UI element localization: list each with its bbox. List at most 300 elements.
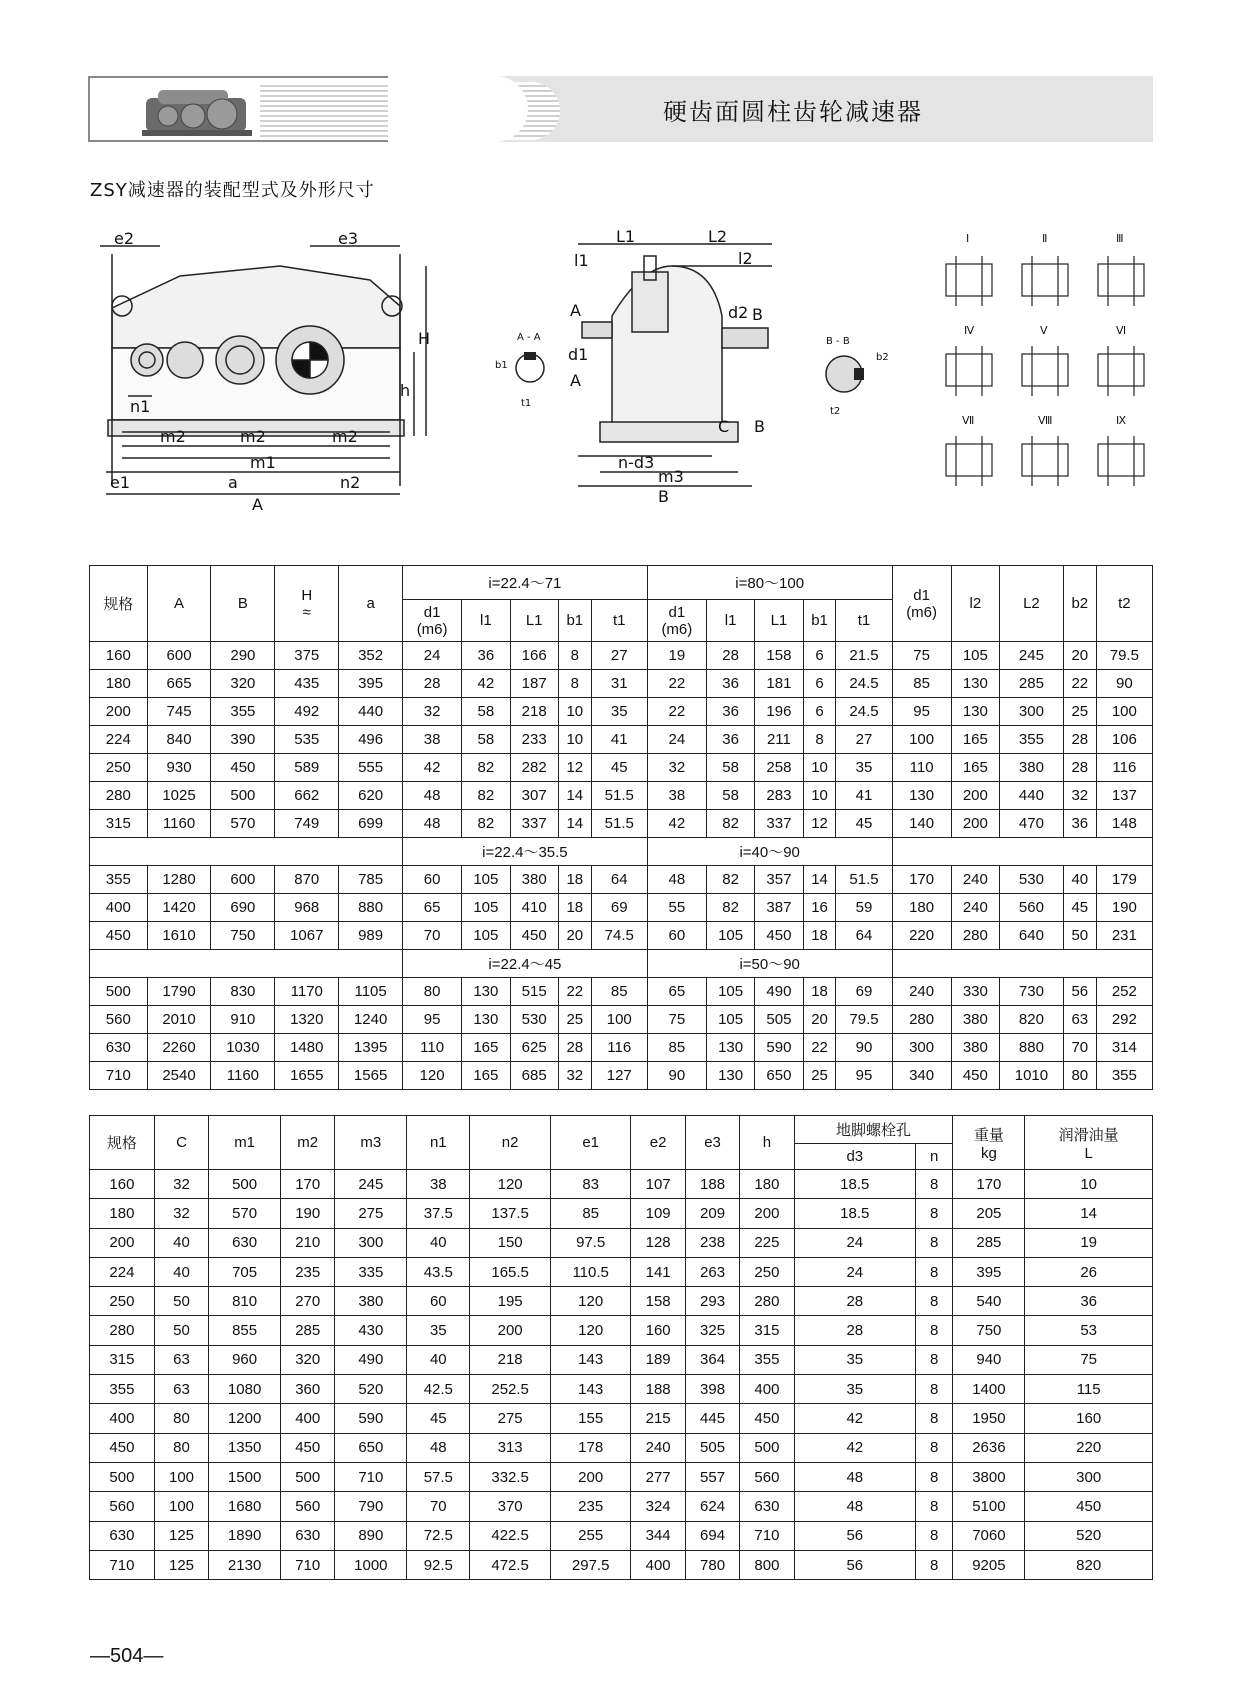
table-cell: 255 (550, 1521, 631, 1550)
table-cell: 280 (90, 1316, 155, 1345)
table-cell: 35 (794, 1345, 915, 1374)
table-cell: 540 (953, 1287, 1025, 1316)
table-row (90, 1257, 1153, 1286)
table-cell: 79.5 (1096, 642, 1152, 670)
table-cell: 557 (685, 1462, 739, 1491)
table-cell: 496 (339, 726, 403, 754)
table-cell: 240 (951, 866, 999, 894)
table-cell: 624 (685, 1492, 739, 1521)
table-cell: 218 (470, 1345, 551, 1374)
table-row (90, 810, 1153, 838)
table-cell: 500 (90, 978, 148, 1006)
table-row (90, 754, 1153, 782)
table-cell: 830 (211, 978, 275, 1006)
table-cell: 38 (647, 782, 706, 810)
table-cell: 650 (755, 1062, 803, 1090)
table-cell: 63 (154, 1375, 208, 1404)
table-row (90, 726, 1153, 754)
side-view-drawing (568, 227, 782, 506)
th2-m1: m1 (209, 1116, 281, 1170)
table-cell: 395 (953, 1257, 1025, 1286)
table-cell: 699 (339, 810, 403, 838)
table-cell: 650 (335, 1433, 407, 1462)
table-cell: 1420 (147, 894, 211, 922)
table-cell: 2540 (147, 1062, 211, 1090)
table-cell: 1565 (339, 1062, 403, 1090)
table-cell: 855 (209, 1316, 281, 1345)
table-cell: 120 (550, 1316, 631, 1345)
table-cell: 283 (755, 782, 803, 810)
table-cell: 600 (147, 642, 211, 670)
table-cell: 590 (755, 1034, 803, 1062)
th-spec: 规格 (90, 566, 148, 642)
table-cell: 410 (510, 894, 558, 922)
table-cell: 8 (915, 1375, 953, 1404)
table-cell: 14 (558, 782, 591, 810)
table-cell: 65 (647, 978, 706, 1006)
table-cell: 445 (685, 1404, 739, 1433)
table-cell: 32 (558, 1062, 591, 1090)
table-cell: 215 (631, 1404, 685, 1433)
header-curve (388, 76, 528, 142)
table-cell: 130 (706, 1062, 754, 1090)
table-cell: 470 (1000, 810, 1064, 838)
table-cell: 137.5 (470, 1199, 551, 1228)
table-cell: 218 (510, 698, 558, 726)
table-cell: 85 (892, 670, 951, 698)
table-cell: 560 (1000, 894, 1064, 922)
table-row (90, 670, 1153, 698)
table-cell: 8 (915, 1199, 953, 1228)
table-cell: 18 (803, 922, 836, 950)
table-cell: 694 (685, 1521, 739, 1550)
th-L2: L2 (1000, 566, 1064, 642)
table-cell: 51.5 (836, 866, 892, 894)
table-cell: 70 (403, 922, 462, 950)
table-cell: 352 (339, 642, 403, 670)
table-cell: 170 (953, 1170, 1025, 1199)
label-section-a-top: A (570, 301, 581, 320)
table-cell: 820 (1025, 1550, 1153, 1579)
table-cell: 380 (1000, 754, 1064, 782)
table-cell: 28 (1063, 726, 1096, 754)
table-cell: 130 (462, 1006, 510, 1034)
group-c-spacer (90, 950, 403, 978)
table-cell: 710 (740, 1521, 794, 1550)
table-cell: 880 (339, 894, 403, 922)
assembly-type-4: Ⅳ (964, 324, 975, 337)
th2-weight: 重量 kg (953, 1116, 1025, 1170)
table-cell: 35 (836, 754, 892, 782)
label-a: a (228, 473, 238, 492)
table-cell: 211 (755, 726, 803, 754)
table-cell: 32 (647, 754, 706, 782)
table-cell: 42 (794, 1433, 915, 1462)
table-cell: 8 (915, 1492, 953, 1521)
table-cell: 28 (403, 670, 462, 698)
table-cell: 45 (836, 810, 892, 838)
table-cell: 380 (951, 1034, 999, 1062)
label-l1: l1 (574, 251, 589, 270)
table-cell: 300 (892, 1034, 951, 1062)
table-cell: 290 (211, 642, 275, 670)
table-cell: 18 (803, 978, 836, 1006)
table-cell: 8 (915, 1228, 953, 1257)
table-cell: 106 (1096, 726, 1152, 754)
table-cell: 143 (550, 1375, 631, 1404)
table-cell: 100 (1096, 698, 1152, 726)
table-cell: 570 (209, 1199, 281, 1228)
table-cell: 282 (510, 754, 558, 782)
assembly-type-7: Ⅶ (962, 414, 975, 427)
table-cell: 1395 (339, 1034, 403, 1062)
table-cell: 810 (209, 1287, 281, 1316)
table-cell: 69 (836, 978, 892, 1006)
table-cell: 127 (591, 1062, 647, 1090)
table-cell: 75 (1025, 1345, 1153, 1374)
table-cell: 1200 (209, 1404, 281, 1433)
table-cell: 589 (275, 754, 339, 782)
table-cell: 45 (1063, 894, 1096, 922)
table-cell: 40 (154, 1228, 208, 1257)
table-cell: 280 (892, 1006, 951, 1034)
table-cell: 82 (706, 810, 754, 838)
table-cell: 188 (631, 1375, 685, 1404)
gearbox-thumbnail-icon (138, 84, 258, 138)
table-row (90, 1034, 1153, 1062)
table-cell: 820 (1000, 1006, 1064, 1034)
table1-rows-c (90, 978, 1153, 1090)
table-cell: 24 (647, 726, 706, 754)
table-cell: 60 (403, 866, 462, 894)
table-cell: 120 (470, 1170, 551, 1199)
table-cell: 141 (631, 1257, 685, 1286)
table-cell: 42 (462, 670, 510, 698)
table-cell: 27 (836, 726, 892, 754)
table-cell: 110 (892, 754, 951, 782)
th-d1-g2: d1 (m6) (647, 600, 706, 642)
table-cell: 315 (90, 810, 148, 838)
table-cell: 730 (1000, 978, 1064, 1006)
table-cell: 82 (462, 782, 510, 810)
table-cell: 27 (591, 642, 647, 670)
assembly-type-5: Ⅴ (1040, 324, 1048, 337)
label-section-bb: B - B (826, 336, 850, 347)
group-b-ratio-1: i=22.4～35.5 (403, 838, 648, 866)
label-n-d3: n-d3 (618, 453, 655, 472)
group-c-ratio-2: i=50～90 (647, 950, 892, 978)
table-cell: 165.5 (470, 1257, 551, 1286)
table-cell: 515 (510, 978, 558, 1006)
label-A: A (252, 495, 263, 514)
table-cell: 630 (90, 1034, 148, 1062)
table-cell: 1030 (211, 1034, 275, 1062)
section-aa-drawing (495, 328, 565, 413)
th2-bolt-holes: 地脚螺栓孔 (794, 1116, 953, 1144)
table-cell: 20 (558, 922, 591, 950)
table-cell: 1067 (275, 922, 339, 950)
table-cell: 74.5 (591, 922, 647, 950)
table-cell: 37.5 (407, 1199, 470, 1228)
table-cell: 8 (915, 1316, 953, 1345)
table-cell: 2130 (209, 1550, 281, 1579)
table-cell: 320 (281, 1345, 335, 1374)
table-cell: 181 (755, 670, 803, 698)
th2-spec: 规格 (90, 1116, 155, 1170)
table-cell: 95 (892, 698, 951, 726)
table-cell: 200 (90, 1228, 155, 1257)
table-cell: 128 (631, 1228, 685, 1257)
table-cell: 325 (685, 1316, 739, 1345)
table-cell: 960 (209, 1345, 281, 1374)
table-cell: 190 (281, 1199, 335, 1228)
label-l2: l2 (738, 249, 753, 268)
table-cell: 25 (1063, 698, 1096, 726)
table-cell: 280 (90, 782, 148, 810)
table-cell: 85 (647, 1034, 706, 1062)
table-cell: 355 (1000, 726, 1064, 754)
table-cell: 472.5 (470, 1550, 551, 1579)
table-cell: 2636 (953, 1433, 1025, 1462)
table-cell: 36 (462, 642, 510, 670)
table-cell: 630 (281, 1521, 335, 1550)
assembly-type-9: Ⅸ (1116, 414, 1127, 427)
table-cell: 560 (90, 1006, 148, 1034)
table-cell: 65 (403, 894, 462, 922)
table-cell: 450 (90, 922, 148, 950)
table-cell: 130 (951, 698, 999, 726)
table-cell: 570 (211, 810, 275, 838)
table-row (90, 1170, 1153, 1199)
table-cell: 355 (740, 1345, 794, 1374)
table-cell: 32 (1063, 782, 1096, 810)
table-cell: 40 (407, 1345, 470, 1374)
table-cell: 14 (1025, 1199, 1153, 1228)
table-cell: 263 (685, 1257, 739, 1286)
table-cell: 1350 (209, 1433, 281, 1462)
table-cell: 1680 (209, 1492, 281, 1521)
table-cell: 58 (462, 726, 510, 754)
table-cell: 8 (915, 1521, 953, 1550)
table-cell: 56 (794, 1550, 915, 1579)
table-cell: 1950 (953, 1404, 1025, 1433)
table-cell: 150 (470, 1228, 551, 1257)
table-cell: 189 (631, 1345, 685, 1374)
table-cell: 160 (1025, 1404, 1153, 1433)
table-cell: 32 (154, 1199, 208, 1228)
table-cell: 105 (462, 922, 510, 950)
table-cell: 188 (685, 1170, 739, 1199)
table-cell: 14 (558, 810, 591, 838)
table-cell: 370 (470, 1492, 551, 1521)
table-cell: 20 (803, 1006, 836, 1034)
table-cell: 28 (1063, 754, 1096, 782)
table-cell: 97.5 (550, 1228, 631, 1257)
th2-m3: m3 (335, 1116, 407, 1170)
table-cell: 210 (281, 1228, 335, 1257)
table-cell: 45 (591, 754, 647, 782)
table-row (90, 922, 1153, 950)
table-cell: 1010 (1000, 1062, 1064, 1090)
table-cell: 42 (647, 810, 706, 838)
table-cell: 380 (335, 1287, 407, 1316)
table-cell: 710 (90, 1550, 155, 1579)
table-cell: 137 (1096, 782, 1152, 810)
th2-e1: e1 (550, 1116, 631, 1170)
table-cell: 1655 (275, 1062, 339, 1090)
table-cell: 8 (915, 1404, 953, 1433)
table-cell: 31 (591, 670, 647, 698)
table-cell: 220 (1025, 1433, 1153, 1462)
table-cell: 355 (1096, 1062, 1152, 1090)
table-cell: 450 (755, 922, 803, 950)
table-cell: 158 (631, 1287, 685, 1316)
table-cell: 315 (90, 1345, 155, 1374)
table-row (90, 894, 1153, 922)
assembly-type-3: Ⅲ (1116, 232, 1124, 245)
table-cell: 40 (154, 1257, 208, 1286)
table-cell: 82 (706, 866, 754, 894)
table-cell: 337 (755, 810, 803, 838)
table-cell: 85 (591, 978, 647, 1006)
table-cell: 555 (339, 754, 403, 782)
table-row (90, 1287, 1153, 1316)
table-cell: 360 (281, 1375, 335, 1404)
table-cell: 160 (90, 1170, 155, 1199)
table-cell: 48 (403, 782, 462, 810)
table-cell: 258 (755, 754, 803, 782)
table-cell: 280 (951, 922, 999, 950)
table-cell: 785 (339, 866, 403, 894)
table-cell: 300 (1025, 1462, 1153, 1491)
table-cell: 32 (403, 698, 462, 726)
table-cell: 1080 (209, 1375, 281, 1404)
table-cell: 166 (510, 642, 558, 670)
table-cell: 82 (706, 894, 754, 922)
table-cell: 41 (591, 726, 647, 754)
table-cell: 3800 (953, 1462, 1025, 1491)
page-header (88, 76, 1153, 142)
th-t2: t2 (1096, 566, 1152, 642)
table-cell: 20 (1063, 642, 1096, 670)
table-cell: 245 (1000, 642, 1064, 670)
table-cell: 285 (281, 1316, 335, 1345)
table-cell: 390 (211, 726, 275, 754)
table-cell: 490 (755, 978, 803, 1006)
front-view-drawing (100, 229, 440, 516)
table-cell: 340 (892, 1062, 951, 1090)
table-cell: 275 (335, 1199, 407, 1228)
th-l1-g2: l1 (706, 600, 754, 642)
table-cell: 307 (510, 782, 558, 810)
table-cell: 130 (706, 1034, 754, 1062)
table-cell: 130 (951, 670, 999, 698)
table-cell: 335 (335, 1257, 407, 1286)
label-m1: m1 (250, 453, 276, 472)
table-cell: 560 (90, 1492, 155, 1521)
table-cell: 180 (892, 894, 951, 922)
table-cell: 180 (740, 1170, 794, 1199)
table-cell: 82 (462, 810, 510, 838)
label-section-b-top: B (752, 305, 763, 324)
label-section-a-bottom: A (570, 371, 581, 390)
table-cell: 48 (794, 1492, 915, 1521)
table-cell: 400 (281, 1404, 335, 1433)
table-cell: 750 (211, 922, 275, 950)
th2-h: h (740, 1116, 794, 1170)
table-cell: 395 (339, 670, 403, 698)
table-cell: 8 (558, 642, 591, 670)
table-row (90, 1404, 1153, 1433)
table-cell: 24.5 (836, 698, 892, 726)
table-cell: 231 (1096, 922, 1152, 950)
table-cell: 14 (803, 866, 836, 894)
table-row (90, 1062, 1153, 1090)
label-b1: b1 (495, 360, 508, 371)
table-cell: 9205 (953, 1550, 1025, 1579)
table-cell: 38 (407, 1170, 470, 1199)
table-cell: 400 (90, 894, 148, 922)
table-cell: 110.5 (550, 1257, 631, 1286)
table-cell: 10 (803, 782, 836, 810)
table-cell: 100 (154, 1462, 208, 1491)
table-cell: 387 (755, 894, 803, 922)
table-cell: 36 (1025, 1287, 1153, 1316)
table-cell: 25 (558, 1006, 591, 1034)
th-d1-shared: d1 (m6) (892, 566, 951, 642)
table-cell: 930 (147, 754, 211, 782)
table-cell: 63 (1063, 1006, 1096, 1034)
table-cell: 90 (647, 1062, 706, 1090)
label-t1: t1 (521, 398, 532, 409)
table-cell: 209 (685, 1199, 739, 1228)
table-cell: 500 (281, 1462, 335, 1491)
table-cell: 83 (550, 1170, 631, 1199)
table-cell: 95 (403, 1006, 462, 1034)
table-cell: 36 (706, 726, 754, 754)
table-cell: 330 (951, 978, 999, 1006)
table-cell: 270 (281, 1287, 335, 1316)
th-l2: l2 (951, 566, 999, 642)
table-cell: 10 (558, 698, 591, 726)
table-cell: 45 (407, 1404, 470, 1433)
table-cell: 1280 (147, 866, 211, 894)
table-cell: 505 (755, 1006, 803, 1034)
table-cell: 8 (915, 1257, 953, 1286)
table-cell: 105 (462, 866, 510, 894)
th-b1-g1: b1 (558, 600, 591, 642)
table-cell: 7060 (953, 1521, 1025, 1550)
table-cell: 398 (685, 1375, 739, 1404)
table-cell: 10 (558, 726, 591, 754)
table-cell: 300 (335, 1228, 407, 1257)
table-cell: 12 (803, 810, 836, 838)
table-cell: 500 (209, 1170, 281, 1199)
table-cell: 245 (335, 1170, 407, 1199)
th-l1-g1: l1 (462, 600, 510, 642)
table-cell: 710 (90, 1062, 148, 1090)
table-row (90, 1375, 1153, 1404)
table-cell: 50 (154, 1316, 208, 1345)
table-cell: 530 (1000, 866, 1064, 894)
table-cell: 64 (591, 866, 647, 894)
table-cell: 8 (558, 670, 591, 698)
table-cell: 968 (275, 894, 339, 922)
table-cell: 8 (915, 1550, 953, 1579)
label-m2-right: m2 (332, 427, 358, 446)
dimension-table-main (89, 565, 1153, 1090)
table-cell: 710 (335, 1462, 407, 1491)
